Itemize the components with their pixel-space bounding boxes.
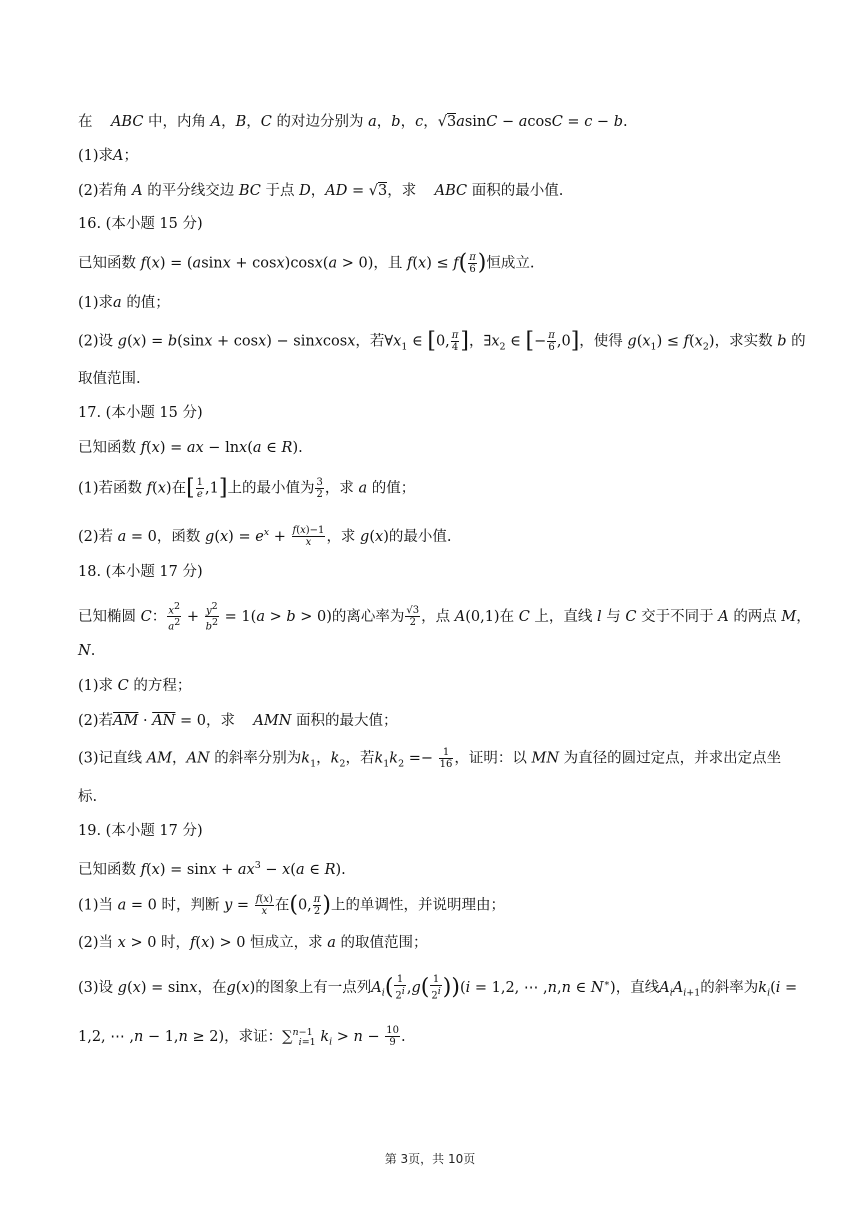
q19-part3: (3)设 g(x) = sinx，在g(x)的图象上有一点列$A_i$( $\frac{1}{2^i}$ ,g( $\frac{1}{2^i}$ ))(i = 1,2, ⋯ ,n,n ∈ N∗)，直线$A_iA_{i+1}$的斜率为$k_i(i$ = <box>78 974 798 1002</box>
q18-part1: (1)求 C 的方程； <box>78 678 192 694</box>
q18-stem-cont: N. <box>78 643 96 659</box>
q16-part2: (2)设 g(x) = b(sinx + cosx) − sinxcosx，若$\forall x_1$ ∈ [0, $\frac{\pi}{4}$ ]，$\exists x_2$ ∈ [− $\frac{\pi}{6}$ ,0]，使得 $g(x_1) \le f(x_2)$，求实数 b 的 <box>78 328 806 354</box>
q17-header: 17. (本小题 15 分) <box>78 405 203 421</box>
q15-stem: 在 ABC 中，内角 A，B，C 的对边分别为 a，b，c，√3asinC − acosC = c − b. <box>78 114 628 130</box>
q19-stem: 已知函数 $f(x) = \sin x + ax^3 - x(a$ ∈ R). <box>78 860 346 878</box>
q16-part1: (1)求a 的值； <box>78 295 170 311</box>
q18-header: 18. (本小题 17 分) <box>78 564 203 580</box>
q17-stem: 已知函数 f(x) = ax − lnx(a ∈ R). <box>78 440 303 456</box>
q18-part3: (3)记直线 AM，AN 的斜率分别为$k_1$，$k_2$，若$k_1k_2$ =− $\frac{1}{16}$ ，证明：以 MN 为直径的圆过定点，并求出定点坐 <box>78 747 782 770</box>
page-footer: 第 3页，共 10页 <box>384 1152 476 1166</box>
q16-part2-cont: 取值范围. <box>78 371 141 387</box>
q19-part1: (1)当 a = 0 时，判断 y = $\frac{f(x)}{x}$ 在(0, $\frac{\pi}{2}$ )上的单调性，并说明理由； <box>78 892 505 918</box>
q19-part2: (2)当 x > 0 时，f(x) > 0 恒成立，求 a 的取值范围； <box>78 935 428 951</box>
q16-header: 16. (本小题 15 分) <box>78 216 203 232</box>
q15-part2: (2)若角 A 的平分线交边 BC 于点 D，AD = √3，求 ABC 面积的最小值. <box>78 183 564 199</box>
q18-part2: (2)若$\overline{AM} \cdot \overline{AN} = 0$，求 AMN 面积的最大值； <box>78 713 398 729</box>
q18-part3-cont: 标. <box>78 789 98 805</box>
q17-part1: (1)若函数 f(x)在[ $\frac{1}{e}$ ,1]上的最小值为 $\frac{3}{2}$ ，求 a 的值； <box>78 475 416 501</box>
q18-stem: 已知椭圆 C： $\frac{x^2}{a^2}$ + $\frac{y^2}{b^2}$ = 1(a > b > 0)的离心率为 $\frac{√3}{2}$ ，点 A(0,1)在 C 上，直线 l 与 C 交于不同于 A 的两点 M， <box>78 601 811 633</box>
q19-header: 19. (本小题 17 分) <box>78 823 203 839</box>
q16-stem: 已知函数 f(x) = (asinx + cosx)cosx(a > 0)，且 f(x) ≤ f( $\frac{\pi}{6}$ )恒成立. <box>78 250 535 276</box>
q15-part1: (1)求A； <box>78 148 139 164</box>
q19-part3-cont: 1,2, ⋯ ,n − 1,n ≥ 2)，求证：∑$^{n-1}_{i=1}$ $k_i > n$ − $\frac{10}{9}$ . <box>78 1025 406 1049</box>
q17-part2: (2)若 a = 0，函数 $g(x) = e^x$ + $\frac{f(x)-1}{x}$ ，求 g(x)的最小值. <box>78 525 452 549</box>
